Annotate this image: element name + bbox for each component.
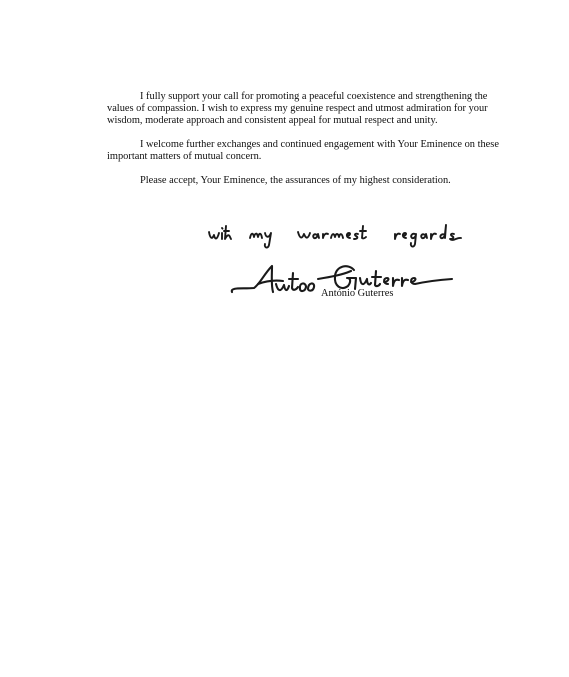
signatory-name: António Guterres xyxy=(321,288,394,299)
letter-body xyxy=(107,91,499,187)
paragraph-support: I fully support your call for promoting a peaceful coexistence and strengthening the values of compassion. I wish to express my genuine respect and utmost admiration for your wisdom, moderate approach and consistent appeal for mutual respect and unity. xyxy=(107,91,488,126)
paragraph-engagement: I welcome further exchanges and continued engagement with Your Eminence on these important matters of mutual concern. xyxy=(107,139,499,162)
handwritten-closing xyxy=(205,218,485,250)
paragraph-closing: Please accept, Your Eminence, the assurances of my highest consideration. xyxy=(140,175,451,186)
